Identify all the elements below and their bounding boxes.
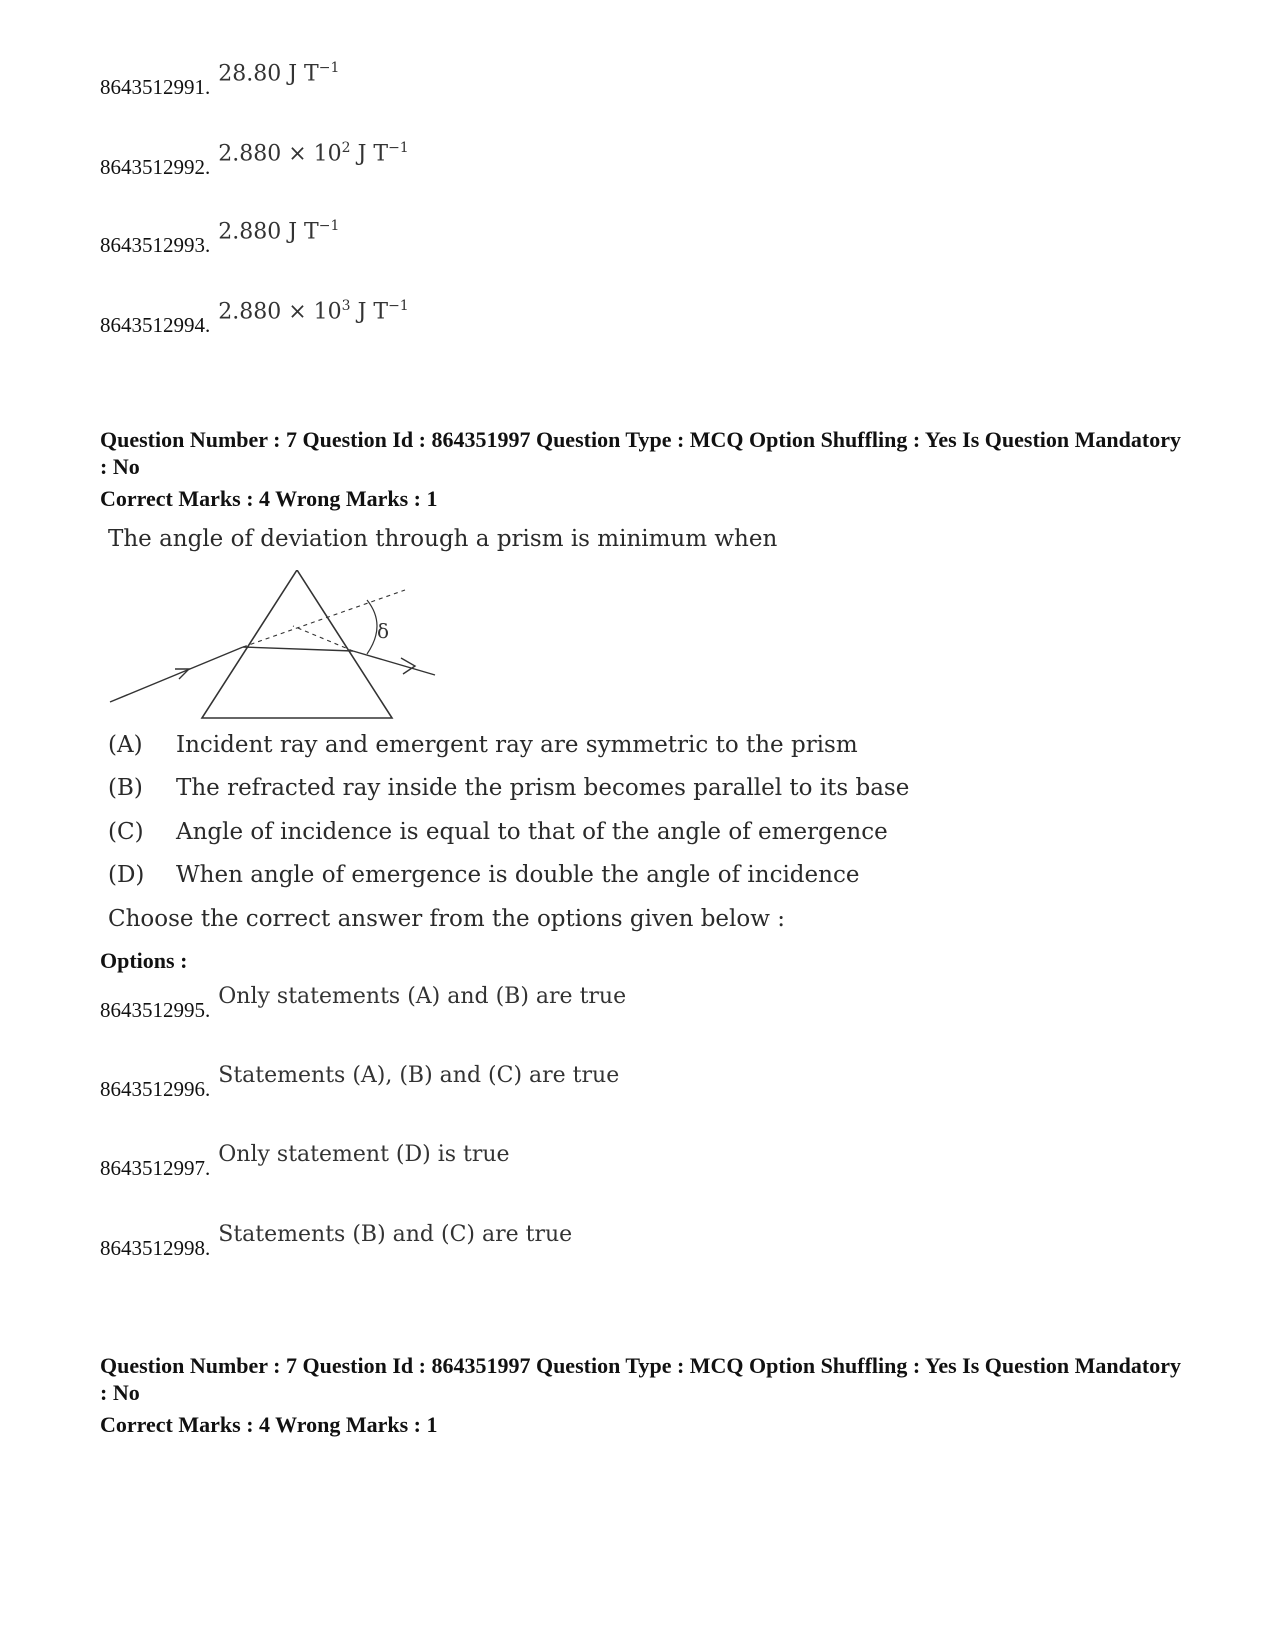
option-8643512998[interactable] xyxy=(100,1222,573,1261)
question-instruction: Choose the correct answer from the options given below : xyxy=(108,906,785,932)
option-value: 2.880 J $T^{-1}$ xyxy=(218,218,340,245)
statement-c: (C) Angle of incidence is equal to that of the angle of emergence xyxy=(108,819,888,845)
emergent-ray xyxy=(353,651,435,675)
option-8643512996[interactable] xyxy=(100,1063,620,1102)
option-id: 8643512997. xyxy=(100,1156,211,1180)
option-8643512993[interactable] xyxy=(100,218,340,258)
incident-ray xyxy=(110,647,243,702)
statement-a: (A) Incident ray and emergent ray are symmetric to the prism xyxy=(108,732,858,758)
refracted-ray xyxy=(243,647,353,651)
option-8643512994[interactable] xyxy=(100,298,409,338)
option-value: 28.80 J $T^{-1}$ xyxy=(218,60,340,87)
options-label: Options : xyxy=(100,948,188,973)
option-id: 8643512992. xyxy=(100,155,211,180)
option-id: 8643512995. xyxy=(100,998,211,1022)
option-id: 8643512996. xyxy=(100,1077,211,1101)
statement-b: (B) The refracted ray inside the prism becomes parallel to its base xyxy=(108,775,910,801)
option-id: 8643512993. xyxy=(100,233,211,258)
question-text: The angle of deviation through a prism is minimum when xyxy=(108,526,778,552)
statement-d: (D) When angle of emergence is double the angle of incidence xyxy=(108,862,860,888)
option-id: 8643512998. xyxy=(100,1236,211,1260)
option-text: Statements (A), (B) and (C) are true xyxy=(218,1063,620,1088)
option-value: $2.880 \times 10^2$ J $T^{-1}$ xyxy=(218,140,409,167)
option-8643512995[interactable] xyxy=(100,984,627,1023)
option-8643512997[interactable] xyxy=(100,1142,510,1181)
option-id: 8643512991. xyxy=(100,75,211,100)
deviation-label: δ xyxy=(377,619,390,643)
option-8643512992[interactable] xyxy=(100,140,409,180)
deviation-arc xyxy=(367,600,377,654)
question-header: Question Number : 7 Question Id : 864351997 Question Type : MCQ Option Shuffling : Yes Is Question Mandatory : No xyxy=(100,427,1181,479)
next-question-header: Question Number : 7 Question Id : 864351997 Question Type : MCQ Option Shuffling : Yes Is Question Mandatory : No xyxy=(100,1353,1181,1405)
option-value: $2.880 \times 10^3$ J $T^{-1}$ xyxy=(218,298,409,325)
option-text: Only statements (A) and (B) are true xyxy=(218,984,627,1009)
option-8643512991[interactable] xyxy=(100,60,340,100)
option-text: Only statement (D) is true xyxy=(218,1142,510,1167)
option-text: Statements (B) and (C) are true xyxy=(218,1222,573,1247)
emergent-extension xyxy=(293,626,353,651)
prism-diagram xyxy=(105,570,450,730)
next-question-marks: Correct Marks : 4 Wrong Marks : 1 xyxy=(100,1412,438,1437)
prism-triangle xyxy=(202,570,392,718)
question-marks: Correct Marks : 4 Wrong Marks : 1 xyxy=(100,486,438,511)
option-id: 8643512994. xyxy=(100,313,211,338)
